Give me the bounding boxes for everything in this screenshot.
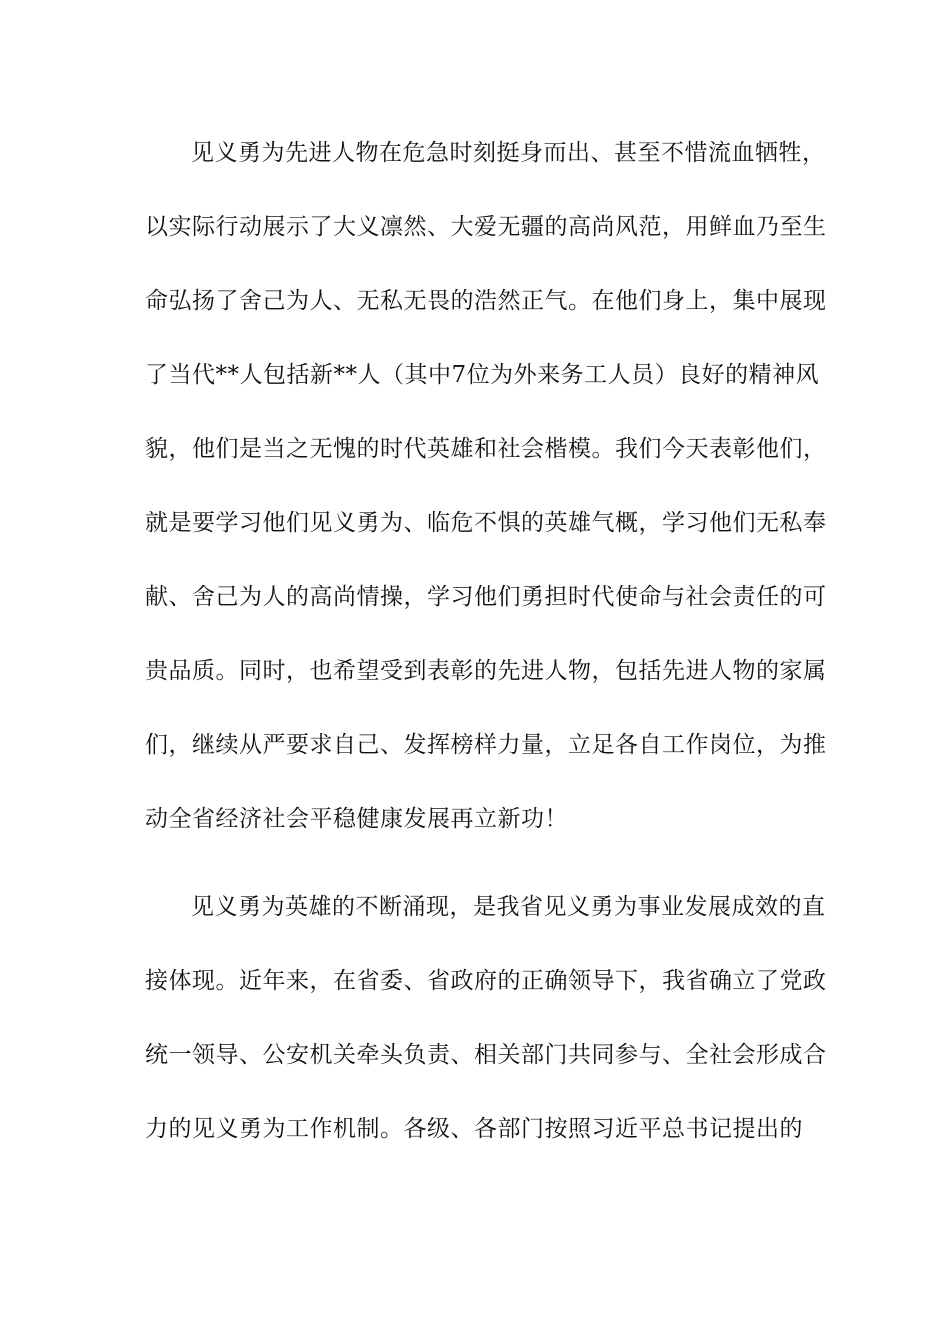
paragraph-line: 貌，他们是当之无愧的时代英雄和社会楷模。我们今天表彰他们，	[145, 436, 827, 462]
paragraph-line: 力的见义勇为工作机制。各级、各部门按照习近平总书记提出的	[145, 1116, 803, 1142]
paragraph-line: 动全省经济社会平稳健康发展再立新功！	[145, 806, 568, 832]
paragraph-line: 命弘扬了舍己为人、无私无畏的浩然正气。在他们身上，集中展现	[145, 288, 827, 314]
paragraph-line: 贵品质。同时，也希望受到表彰的先进人物，包括先进人物的家属	[145, 658, 827, 684]
paragraph-line: 了当代**人包括新**人（其中7位为外来务工人员）良好的精神风	[145, 362, 820, 388]
paragraph-line: 见义勇为英雄的不断涌现，是我省见义勇为事业发展成效的直	[191, 894, 826, 920]
paragraph-line: 以实际行动展示了大义凛然、大爱无疆的高尚风范，用鲜血乃至生	[145, 214, 827, 240]
paragraph-line: 见义勇为先进人物在危急时刻挺身而出、甚至不惜流血牺牲，	[191, 140, 826, 166]
paragraph-line: 接体现。近年来，在省委、省政府的正确领导下，我省确立了党政	[145, 968, 827, 994]
paragraph-line: 统一领导、公安机关牵头负责、相关部门共同参与、全社会形成合	[145, 1042, 827, 1068]
paragraph-line: 献、舍己为人的高尚情操，学习他们勇担时代使命与社会责任的可	[145, 584, 827, 610]
paragraph-line: 们，继续从严要求自己、发挥榜样力量，立足各自工作岗位，为推	[145, 732, 827, 758]
paragraph-line: 就是要学习他们见义勇为、临危不惧的英雄气概，学习他们无私奉	[145, 510, 827, 536]
